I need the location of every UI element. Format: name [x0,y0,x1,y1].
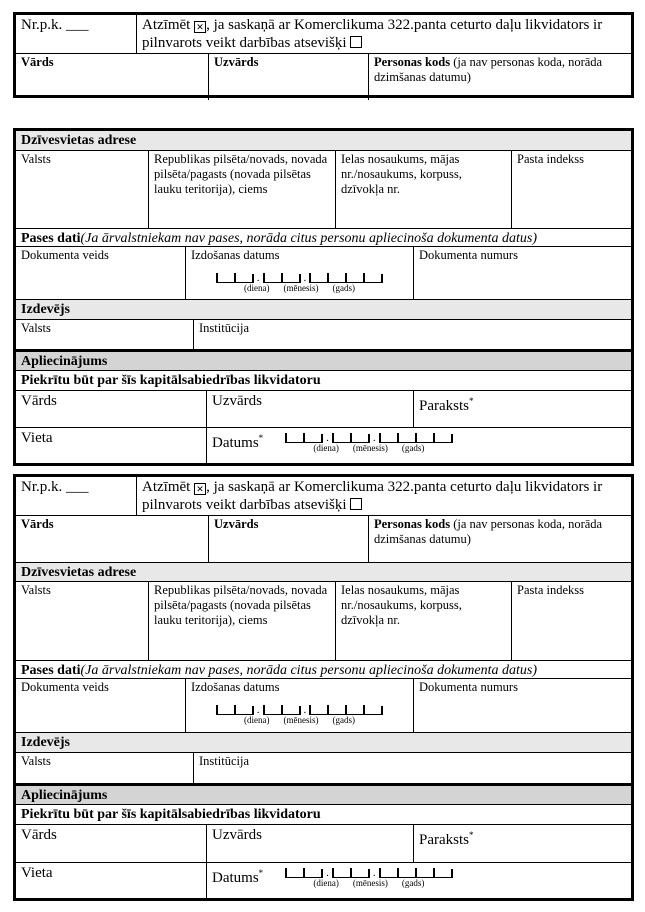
a-uzvards-field[interactable] [206,825,413,862]
address-pilseta-field[interactable] [148,151,335,228]
izd-valsts-field[interactable] [16,753,193,783]
note-text: Atzīmēt [142,479,191,495]
izdevejs-header [16,732,631,752]
personas-kods-field[interactable] [368,516,631,562]
label: Pasta indekss [517,582,585,597]
nr-field[interactable] [16,15,136,53]
address-iela-field[interactable] [335,151,511,228]
izdevejs-header-label: Izdevējs [21,301,70,317]
personas-kods-label: Personas kods [374,517,451,531]
pases-note: (Ja ārvalstniekam nav pases, norāda citus personu apliecinoša dokumenta datus) [80,231,537,247]
label: Vieta [21,430,53,447]
sign-row [16,824,631,862]
izd-datums-field[interactable] [185,679,413,732]
place-row [16,427,631,463]
label: Izdošanas datums [191,680,280,695]
dok-veids-field[interactable] [16,679,185,732]
gads-label: (gads) [332,715,355,726]
piekritu-label: Piekrītu būt par šīs kapitālsabiedrības likvidatoru [21,372,321,388]
note-text: , ja saskaņā ar Komerclikuma 322.panta ceturto daļu likvidators ir pilnvarots veikt darbības atsevišķi [142,479,603,513]
required-star: * [469,395,474,406]
menesis-label: (mēnesis) [283,715,319,726]
date-boxes[interactable]: . . [191,269,408,283]
separate-action-note [136,477,631,515]
izd-valsts-field[interactable] [16,320,193,349]
dok-veids-field[interactable] [16,247,185,299]
menesis-label: (mēnesis) [352,443,388,454]
apliec-header [16,783,631,804]
address-valsts-field[interactable] [16,151,148,228]
pases-header [16,228,631,246]
diena-label: (diena) [244,283,270,294]
separate-action-checkbox[interactable] [350,498,362,510]
nr-field[interactable] [16,477,136,515]
label: Institūcija [199,320,249,335]
label: Dokumenta veids [21,680,109,695]
issuer-row [16,752,631,783]
checked-box-icon: ✕ [194,21,206,33]
address-row [16,150,631,228]
apliec-header [16,349,631,370]
separate-action-checkbox[interactable] [350,36,362,48]
personas-kods-field[interactable] [368,54,631,100]
label: Paraksts [419,832,469,849]
gads-label: (gads) [401,443,425,454]
diena-label: (diena) [313,877,339,888]
checked-box-icon: ✕ [194,483,206,495]
datums-field[interactable] [206,863,631,898]
label: Vārds [21,392,57,409]
label: Republikas pilsēta/novads, novada pilsēta/pagasts (novada pilsētas lauku teritorija), ciems [154,152,328,196]
pases-header-label: Pases dati [21,231,81,247]
label: Pasta indekss [517,152,585,166]
vards-label: Vārds [21,55,54,69]
date-boxes[interactable]: . . [285,429,453,443]
a-uzvards-field[interactable] [206,391,413,427]
address-pilseta-field[interactable] [148,582,335,661]
diena-label: (diena) [313,443,339,454]
dok-numurs-field[interactable] [413,247,631,299]
sign-row [16,390,631,427]
separate-action-note [136,15,631,53]
institucija-field[interactable] [193,753,631,783]
address-valsts-field[interactable] [16,582,148,661]
note-text: Atzīmēt [142,17,191,33]
required-star: * [258,867,264,878]
block2-box [13,474,634,901]
nr-label: Nr.p.k. ___ [21,17,89,33]
nr-label: Nr.p.k. ___ [21,479,89,495]
label: Uzvārds [212,827,262,844]
label: Republikas pilsēta/novads, novada pilsēta/pagasts (novada pilsētas lauku teritorija), ciems [154,582,328,627]
date-boxes[interactable]: . . [191,701,408,715]
a-vards-field[interactable] [16,391,206,427]
vards-field[interactable] [16,516,208,562]
label: Dokumenta numurs [419,248,518,263]
vards-label: Vārds [21,517,54,531]
pases-note: (Ja ārvalstniekam nav pases, norāda citus personu apliecinoša dokumenta datus) [80,663,537,679]
menesis-label: (mēnesis) [352,877,388,888]
izdevejs-header [16,299,631,319]
label: Vieta [21,864,53,881]
date-boxes[interactable]: . . [285,864,453,878]
label: Institūcija [199,754,249,769]
vieta-field[interactable] [16,863,206,898]
label: Izdošanas datums [191,248,280,263]
passport-row [16,246,631,299]
personas-kods-note: (ja nav personas koda, norāda dzimšanas datumu) [374,55,603,84]
address-pasta-field[interactable] [511,582,631,661]
personas-kods-note: (ja nav personas koda, norāda dzimšanas datumu) [374,517,603,546]
uzvards-field[interactable] [208,54,368,100]
label: Ielas nosaukums, mājas nr./nosaukums, korpuss, dzīvokļa nr. [341,152,462,196]
label: Uzvārds [212,392,262,409]
label: Valsts [21,582,51,597]
label: Dokumenta veids [21,248,109,263]
personas-kods-label: Personas kods [374,55,451,69]
paraksts-field[interactable] [413,825,631,862]
label: Valsts [21,320,51,335]
label: Dokumenta numurs [419,680,518,695]
nr-row [16,15,631,53]
block1-main-box [13,128,634,466]
vards-field[interactable] [16,54,208,100]
address-header-label: Dzīvesvietas adrese [21,564,137,580]
note-text: , ja saskaņā ar Komerclikuma 322.panta ceturto daļu likvidators ir pilnvarots veikt darbības atsevišķi [142,17,603,51]
piekritu-label: Piekrītu būt par šīs kapitālsabiedrības likvidatoru [21,807,321,823]
place-row [16,862,631,898]
label: Vārds [21,827,57,844]
address-header [16,562,631,581]
izdevejs-header-label: Izdevējs [21,735,70,751]
pases-header [16,660,631,678]
institucija-field[interactable] [193,320,631,349]
a-vards-field[interactable] [16,825,206,862]
dok-numurs-field[interactable] [413,679,631,732]
passport-row [16,678,631,732]
required-star: * [469,830,474,841]
izd-datums-field[interactable] [185,247,413,299]
uzvards-label: Uzvārds [214,55,259,69]
nr-row [16,477,631,515]
gads-label: (gads) [332,283,355,294]
vieta-field[interactable] [16,428,206,463]
apliec-header-label: Apliecinājums [21,788,108,804]
diena-label: (diena) [244,715,270,726]
address-iela-field[interactable] [335,582,511,661]
required-star: * [258,433,264,444]
issuer-row [16,319,631,349]
piekritu-row [16,804,631,824]
label: Datums [212,435,259,452]
uzvards-field[interactable] [208,516,368,562]
block1-top-box [13,12,634,98]
uzvards-label: Uzvārds [214,517,259,531]
label: Ielas nosaukums, mājas nr./nosaukums, korpuss, dzīvokļa nr. [341,582,462,627]
paraksts-field[interactable] [413,391,631,427]
label: Paraksts [419,397,469,414]
label: Datums [212,869,259,886]
label: Valsts [21,754,51,769]
gads-label: (gads) [401,877,425,888]
address-header-label: Dzīvesvietas adrese [21,133,137,148]
address-row [16,581,631,661]
address-header [16,131,631,150]
label: Valsts [21,152,51,166]
piekritu-row [16,370,631,390]
apliec-header-label: Apliecinājums [21,353,108,369]
datums-field[interactable] [206,428,631,463]
name-row [16,53,631,100]
pases-header-label: Pases dati [21,663,81,679]
name-row [16,515,631,562]
menesis-label: (mēnesis) [283,283,319,294]
address-pasta-field[interactable] [511,151,631,228]
